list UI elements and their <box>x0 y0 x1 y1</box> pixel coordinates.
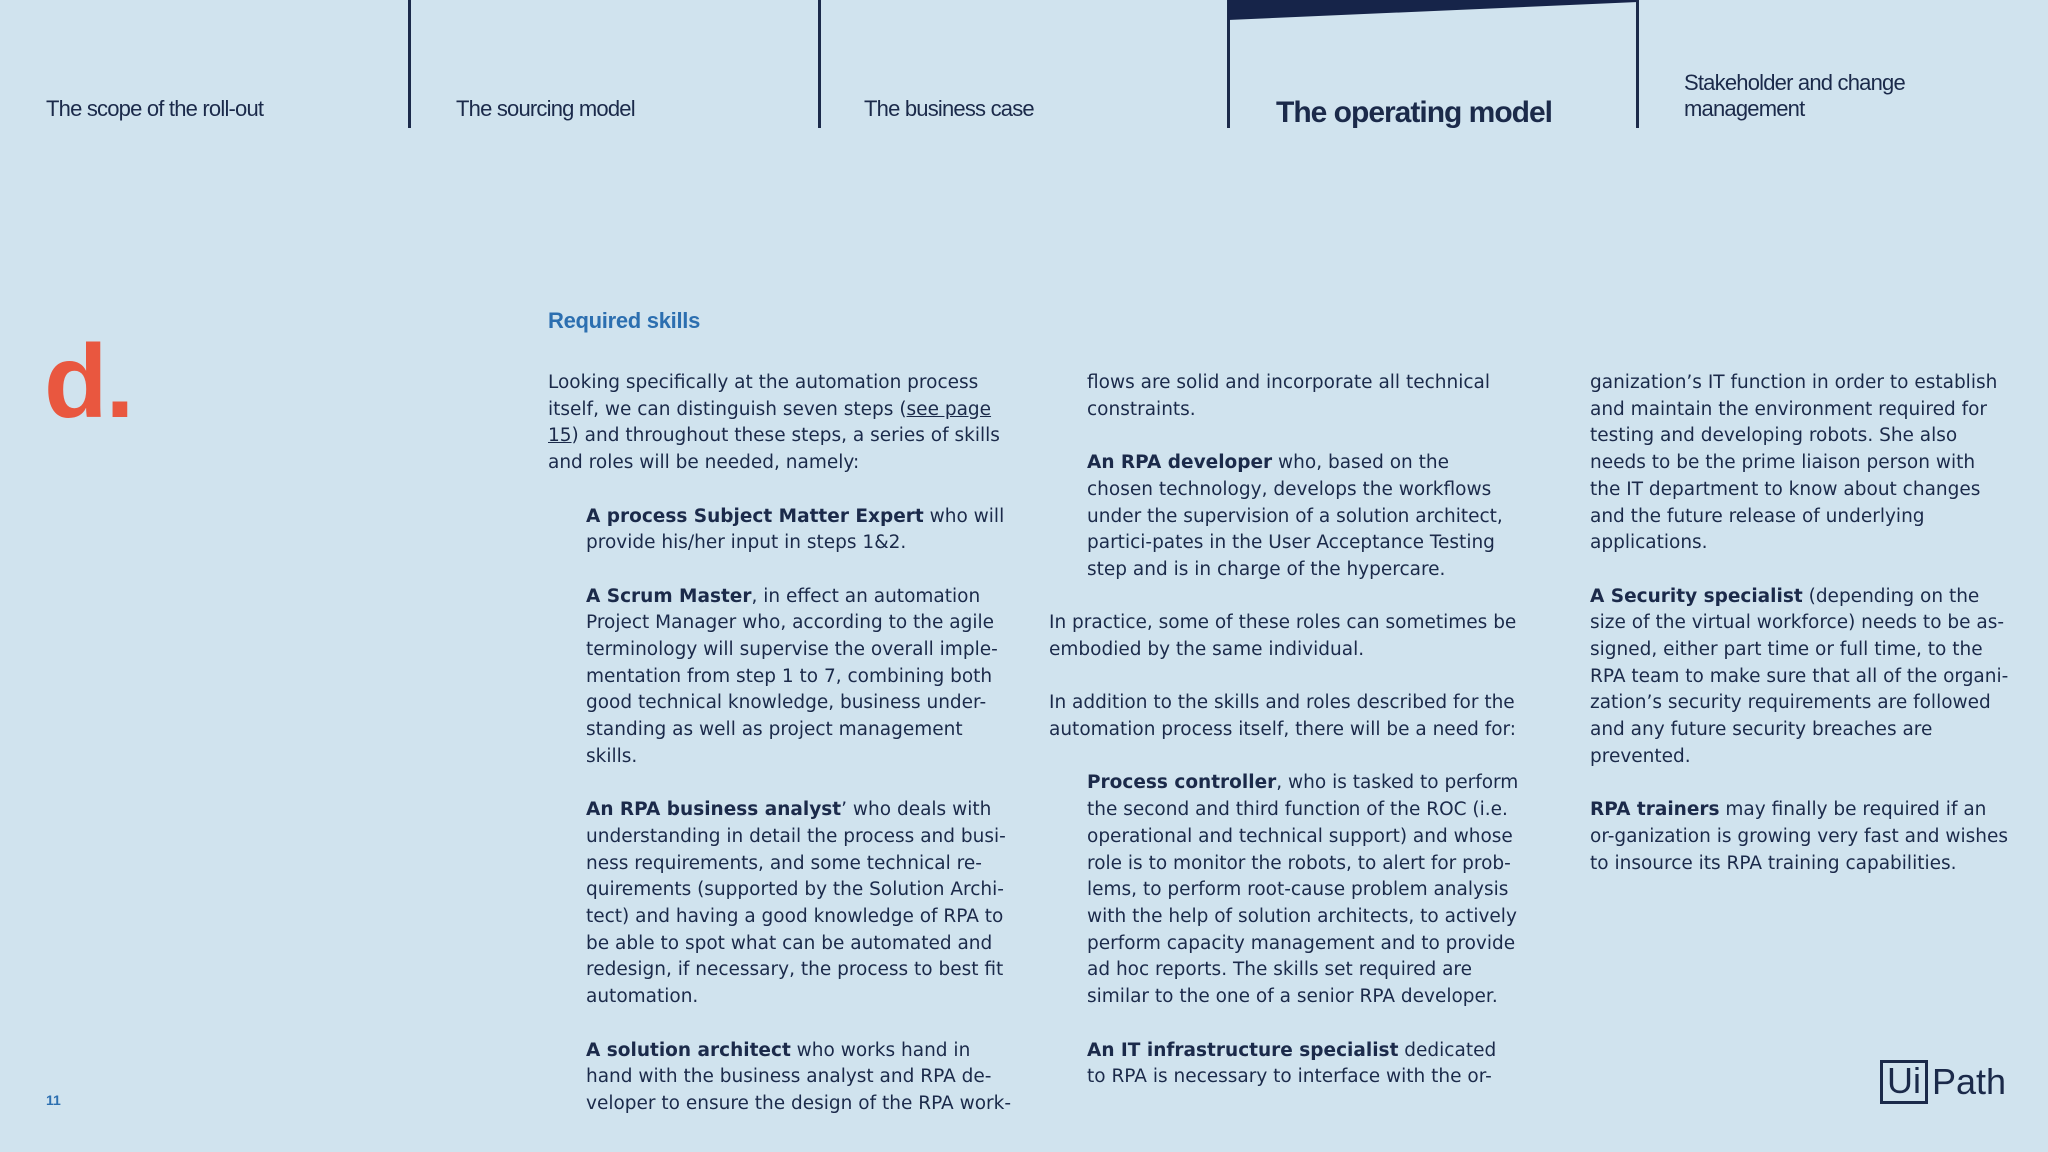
nav-tab-label: Stakeholder and change management <box>1684 70 1905 121</box>
role-description: , who is tasked to perform the second and third function of the ROC (i.e. operational and technical support) and whose role is to monitor the robots, to alert for prob-lems, to perform root-cause problem analysis with the help of solution architects, to actively perform capacity management and to provide ad hoc reports. The skills set required are similar to the one of a senior RPA developer. <box>1087 772 1519 1008</box>
nav-tab-sourcing[interactable] <box>410 0 820 128</box>
section-letter: d. <box>44 324 133 440</box>
uipath-logo <box>1880 1060 2006 1104</box>
intro-paragraph <box>548 370 1018 477</box>
role-process-controller <box>1049 770 1519 1010</box>
text-column-3 <box>1590 370 2010 904</box>
practice-paragraph: In practice, some of these roles can sometimes be embodied by the same individual. <box>1049 612 1517 660</box>
role-title: RPA trainers <box>1590 799 1720 821</box>
role-title: An RPA business analyst <box>586 799 842 821</box>
text-column-1 <box>548 370 1018 1144</box>
nav-tab-operating-model[interactable] <box>1228 0 1638 128</box>
role-solution-architect <box>548 1038 1018 1118</box>
role-business-analyst <box>548 797 1018 1011</box>
role-sme <box>548 504 1018 557</box>
role-title: A Security specialist <box>1590 585 1803 607</box>
nav-tab-stakeholder[interactable] <box>1639 0 2048 128</box>
role-rpa-trainers <box>1590 797 2010 877</box>
role-description: who, based on the chosen technology, develops the workflows under the supervision of a solution architect, partici-pates in the User Acceptance Testing step and is in charge of the hypercare. <box>1087 452 1503 580</box>
role-security-specialist <box>1590 584 2010 771</box>
intro-text: Looking specifically at the automation process itself, we can distinguish seven steps ( <box>548 372 979 420</box>
role-title: An RPA developer <box>1087 452 1273 474</box>
continued-paragraph: flows are solid and incorporate all technical constraints. <box>1087 372 1490 420</box>
page-number: 11 <box>46 1092 61 1108</box>
role-title: Process controller <box>1087 772 1277 794</box>
role-title: A process Subject Matter Expert <box>586 505 924 527</box>
role-description: (depending on the size of the virtual workforce) needs to be as-signed, either part time or full time, to the RPA team to make sure that all of the organi-zation’s security requirements are followed and any future security breaches are prevented. <box>1590 585 2009 767</box>
role-title: An IT infrastructure specialist <box>1087 1039 1399 1061</box>
nav-tab-label: The scope of the roll-out <box>46 96 264 121</box>
role-description: who works hand in hand with the business analyst and RPA de-veloper to ensure the design of the RPA work- <box>586 1039 1012 1114</box>
nav-tab-business-case[interactable] <box>818 0 1228 128</box>
nav-tab-scope[interactable] <box>0 0 410 128</box>
text-column-2 <box>1049 370 1519 1118</box>
continued-paragraph: ganization’s IT function in order to establish and maintain the environment required for testing and developing robots. She also needs to be the prime liaison person with the IT department to know about changes and the future release of underlying applications. <box>1590 372 1998 554</box>
nav-tab-label: The business case <box>864 96 1034 121</box>
intro-text: ) and throughout these steps, a series of skills and roles will be needed, namely: <box>548 425 1000 474</box>
role-description: , in effect an automation Project Manager who, according to the agile terminology will supervise the overall imple-mentation from step 1 to 7, combining both good technical knowledge, business under-standing as well as project management skills. <box>586 585 998 767</box>
page-link[interactable]: see page 15 <box>548 398 992 447</box>
role-scrum-master <box>548 584 1018 771</box>
section-heading: Required skills <box>548 308 701 333</box>
logo-text: Path <box>1932 1061 2007 1102</box>
role-it-infrastructure <box>1049 1038 1519 1091</box>
role-description: may finally be required if an or-ganization is growing very fast and wishes to insource its RPA training capabilities. <box>1590 799 2008 874</box>
nav-tab-label: The sourcing model <box>456 96 635 121</box>
nav-tab-label-active: The operating model <box>1276 96 1553 129</box>
role-rpa-developer <box>1049 450 1519 584</box>
role-description: ’ who deals with understanding in detail the process and busi-ness requirements, and some technical re-quirements (supported by the Solution Archi-tect) and having a good knowledge of RPA to be able to spot what can be automated and redesign, if necessary, the process to best fit automation. <box>586 799 1006 1008</box>
role-title: A Scrum Master <box>586 585 752 607</box>
logo-boxed-text: Ui <box>1880 1060 1928 1104</box>
role-title: A solution architect <box>586 1039 791 1061</box>
addition-paragraph: In addition to the skills and roles described for the automation process itself, there will be a need for: <box>1049 692 1517 741</box>
role-description: dedicated to RPA is necessary to interface with the or- <box>1087 1039 1497 1088</box>
role-description: who will provide his/her input in steps 1&2. <box>586 505 1005 554</box>
